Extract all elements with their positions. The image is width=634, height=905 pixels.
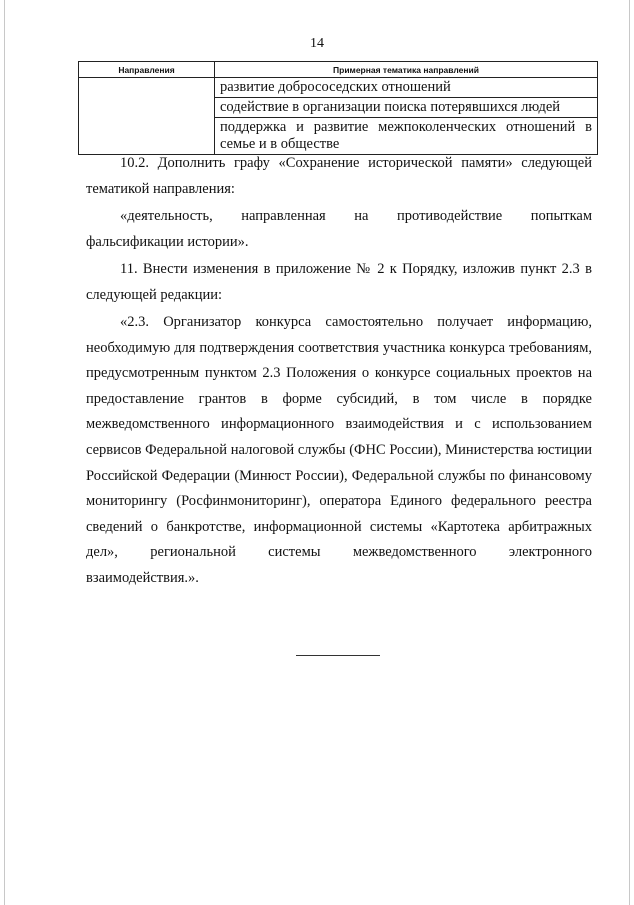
table-header-directions: Направления [79, 62, 215, 78]
paragraph-2-3-quote: «2.3. Организатор конкурса самостоятельно получает информацию, необходимую для подтверждения соответствия участника конкурса требованиям, предусмотренным пунктом 2.3 Положения о конкурсе социальных проектов на предоставление грантов в форме субсидий, в том числе в порядке межведомственного информационного взаимодействия и с использованием сервисов Федеральной налоговой службы (ФНС России), Министерства юстиции Российской Федерации (Минюст России), Федеральной службы по финансовому мониторингу (Росфинмониторинг), оператора Единого федерального реестра сведений о банкротстве, информационной системы «Картотека арбитражных дел», региональной системы межведомственного электронного взаимодействия.». [86, 314, 592, 586]
paragraph-10-2: 10.2. Дополнить графу «Сохранение исторической памяти» следующей тематикой направления: [86, 155, 592, 197]
scan-edge-left [4, 0, 5, 905]
paragraph-11: 11. Внести изменения в приложение № 2 к Порядку, изложив пункт 2.3 в следующей редакции: [86, 261, 592, 303]
table-cell-topic: содействие в организации поиска потерявшихся людей [215, 98, 598, 118]
table-cell-direction-empty [79, 78, 215, 155]
table-cell-topic: поддержка и развитие межпоколенческих отношений в семье и в обществе [215, 118, 598, 155]
closing-divider-line [296, 655, 380, 656]
scan-edge-right [629, 0, 630, 905]
table-cell-topic: развитие добрососедских отношений [215, 78, 598, 98]
paragraph-history-quote: «деятельность, направленная на противодействие попыткам фальсификации истории». [86, 208, 592, 250]
directions-table [78, 61, 598, 155]
page-number: 14 [310, 36, 324, 51]
table-header-topics: Примерная тематика направлений [215, 62, 598, 78]
table-header-row [79, 62, 598, 78]
table-row [79, 78, 598, 98]
